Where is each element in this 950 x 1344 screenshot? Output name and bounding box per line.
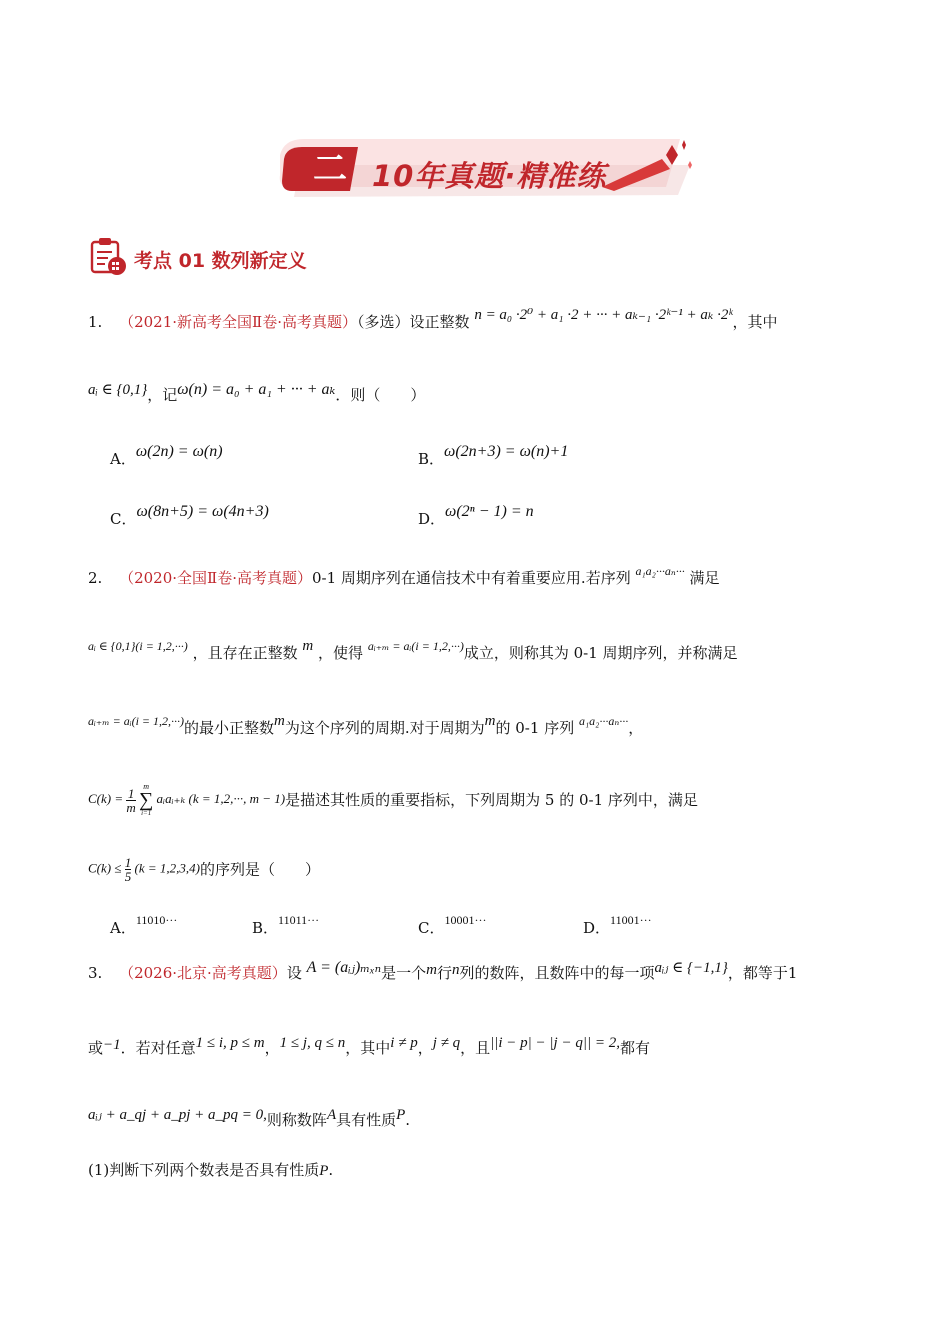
sum-upper: m [143, 782, 150, 791]
formula-aij-set: aᵢⱼ ∈ {−1,1} [654, 960, 728, 976]
question-3-line-2 [88, 1035, 650, 1059]
sum-operator [139, 782, 153, 818]
option-value: 11010··· [135, 913, 178, 927]
option-formula: ω(2ⁿ − 1) = n [445, 503, 534, 520]
question-text: ．若对任意 [120, 1039, 196, 1057]
question-text: ，且 [460, 1039, 491, 1057]
question-text: 列的数阵，且数阵中的每一项 [459, 964, 655, 982]
fraction-denominator: 5 [124, 869, 132, 884]
question-2-line-4 [88, 782, 698, 822]
question-text: 设 [286, 964, 302, 982]
question-text: ，其中 [732, 313, 778, 331]
option-value: 11011··· [278, 913, 320, 927]
subquestion-text: . [328, 1161, 334, 1179]
question-text: ，且存在正整数 [192, 644, 298, 662]
formula-cond-fraction [125, 856, 132, 883]
formula-m-2: m [274, 713, 285, 729]
section-title: 考点 01 数列新定义 [134, 250, 307, 272]
option-label: A． [110, 450, 136, 468]
question-text: ， [628, 719, 644, 737]
banner-badge-number: 二 [313, 149, 347, 189]
question-text: 0-1 周期序列在通信技术中有着重要应用.若序列 [312, 569, 631, 587]
question-text: 的最小正整数 [184, 719, 275, 737]
question-number: 1. [88, 313, 103, 331]
question-source: （2021·新高考全国Ⅱ卷·高考真题） [119, 313, 358, 331]
question-2-line-3 [88, 713, 644, 739]
option-label: D． [583, 919, 611, 937]
fraction-numerator: 1 [124, 855, 132, 870]
question-number: 2. [88, 569, 103, 587]
formula-ck-right: aᵢaᵢ₊ₖ (k = 1,2,···, m − 1) [156, 790, 286, 806]
formula-ck-left: C(k) = [88, 790, 124, 806]
question-text: ，使得 [318, 644, 364, 662]
question-3-line-1 [88, 959, 798, 984]
question-text: ， [264, 1039, 280, 1057]
question-2-line-5 [88, 856, 320, 896]
question-text: 或 [88, 1039, 104, 1057]
formula-sequence: a₁a₂···aₙ··· [635, 564, 685, 578]
formula-P: P [396, 1107, 406, 1123]
question-text: ，都等于1 [727, 964, 798, 982]
formula-P-2: P [319, 1163, 329, 1179]
question-text: ．则（ ） [335, 386, 426, 404]
option-label: B． [252, 919, 279, 937]
question-3-subquestion-1 [88, 1160, 333, 1181]
question-text: 的 0-1 序列 [495, 719, 575, 737]
formula-omega: ω(n) = a₀ + a₁ + ··· + aₖ [177, 381, 336, 398]
clipboard-icon [88, 236, 128, 276]
question-text: 为这个序列的周期.对于周期为 [284, 719, 485, 737]
question-text: 具有性质 [336, 1111, 397, 1129]
fraction-denominator: m [126, 799, 136, 815]
subquestion-text: (1)判断下列两个数表是否具有性质 [88, 1161, 320, 1179]
question-source: （2020·全国Ⅱ卷·高考真题） [119, 569, 312, 587]
question-number: 3. [88, 964, 103, 982]
question-text: 则称数阵 [266, 1111, 327, 1129]
question-text: ， [417, 1039, 433, 1057]
formula-m: m [302, 638, 314, 654]
formula-neg-one: −1 [103, 1037, 121, 1053]
sigma-symbol: ∑ [139, 789, 154, 811]
option-c[interactable] [110, 500, 269, 528]
question-text: . [405, 1111, 411, 1129]
question-text: 成立，则称其为 0-1 周期序列，并称满足 [463, 644, 738, 662]
formula-cond-right: (k = 1,2,3,4) [134, 860, 200, 876]
formula-period: aᵢ₊ₘ = aᵢ(i = 1,2,···) [367, 639, 464, 653]
formula-ai-binary: aᵢ ∈ {0,1}(i = 1,2,···) [88, 639, 188, 653]
formula-sequence-2: a₁a₂···aₙ··· [578, 714, 629, 728]
formula-ai-set: aᵢ ∈ {0,1} [88, 382, 148, 398]
formula-period-2: aᵢ₊ₘ = aᵢ(i = 1,2,···) [88, 714, 185, 728]
formula-n-binary: n = a₀ ·2⁰ + a₁ ·2 + ··· + aₖ₋₁ ·2ᵏ⁻¹ + aₖ ·2ᵏ [474, 307, 733, 323]
option-c[interactable] [418, 914, 486, 935]
option-d[interactable] [418, 500, 534, 528]
formula-cond-left: C(k) ≤ [88, 860, 122, 876]
formula-matrix-A: A = (aᵢⱼ)ₘₓₙ [306, 959, 382, 976]
question-2-line-1 [88, 564, 720, 589]
option-b[interactable] [252, 914, 319, 935]
fraction-numerator: 1 [127, 785, 135, 801]
banner-title: 10年真题·精准练 [372, 159, 607, 193]
option-value: 10001··· [444, 913, 487, 927]
formula-ck [88, 782, 285, 818]
option-value: 11001··· [610, 913, 652, 927]
formula-sum-zero: aᵢⱼ + a_qj + a_pj + a_pq = 0, [88, 1107, 267, 1123]
option-label: C． [418, 919, 445, 937]
option-formula: ω(2n+3) = ω(n)+1 [444, 443, 569, 460]
option-a[interactable] [110, 914, 177, 935]
option-b[interactable] [418, 440, 569, 468]
option-label: C． [110, 510, 137, 528]
option-formula: ω(2n) = ω(n) [135, 443, 223, 460]
formula-ck-condition [88, 856, 200, 883]
question-text: 的序列是（ ） [199, 860, 320, 879]
formula-m: m [426, 962, 438, 978]
option-label: A． [110, 919, 136, 937]
question-text: 是一个 [381, 964, 427, 982]
formula-ck-fraction [126, 787, 135, 814]
question-text: 满足 [689, 569, 720, 587]
question-text: ，记 [147, 386, 178, 404]
question-text: 是描述其性质的重要指标，下列周期为 5 的 0-1 序列中，满足 [285, 791, 698, 809]
question-text: 都有 [619, 1039, 650, 1057]
formula-A: A [326, 1107, 337, 1123]
option-formula: ω(8n+5) = ω(4n+3) [136, 503, 269, 520]
formula-m-3: m [484, 713, 496, 729]
question-text: （多选）设正整数 [357, 313, 470, 331]
option-label: B． [418, 450, 445, 468]
option-d[interactable] [583, 914, 652, 935]
formula-i-p-range: 1 ≤ i, p ≤ m [195, 1035, 265, 1051]
formula-j-neq-q: j ≠ q [432, 1035, 461, 1051]
sum-lower: i=1 [141, 809, 152, 817]
question-1-line-2 [88, 381, 426, 406]
question-1-line-1 [88, 307, 778, 333]
question-source: （2026·北京·高考真题） [119, 964, 287, 982]
formula-i-neq-p: i ≠ p [390, 1035, 418, 1051]
formula-n: n [452, 962, 460, 978]
formula-j-q-range: 1 ≤ j, q ≤ n [279, 1035, 346, 1051]
question-2-line-2 [88, 638, 738, 664]
question-text: 行 [437, 964, 453, 982]
option-a[interactable] [110, 440, 223, 468]
option-label: D． [418, 510, 446, 528]
formula-abs-condition: ||i − p| − |j − q|| = 2, [490, 1035, 620, 1051]
question-3-line-3 [88, 1107, 411, 1131]
question-text: ，其中 [345, 1039, 391, 1057]
